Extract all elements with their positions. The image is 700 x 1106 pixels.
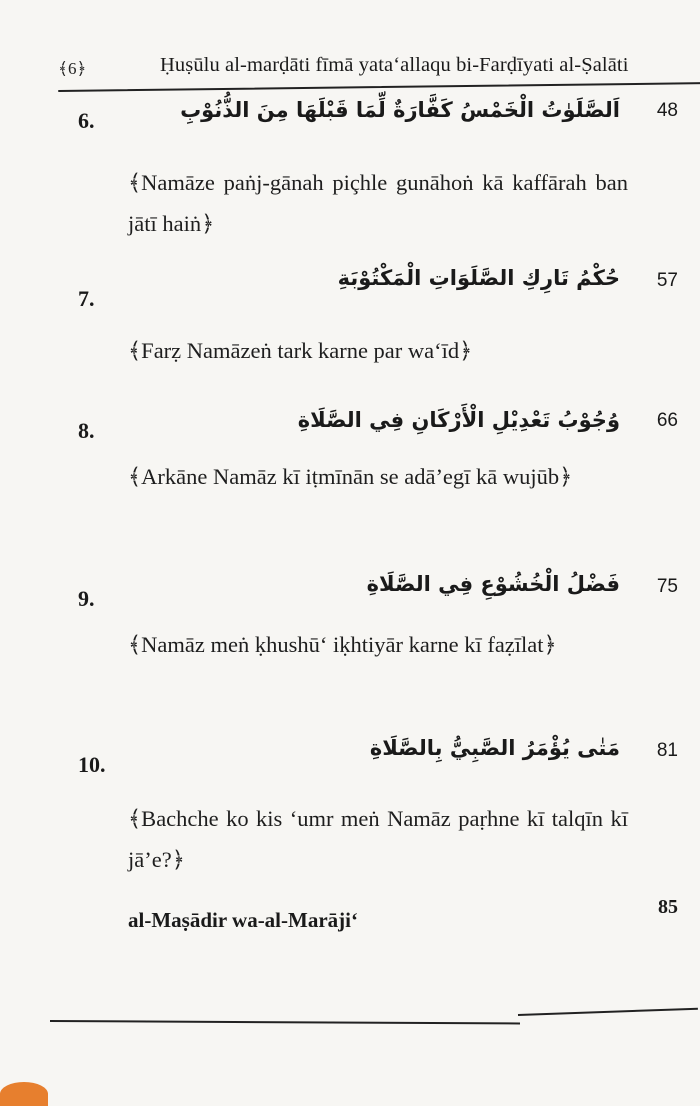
references-title: al-Maṣādir wa-al-Marāji‘ — [128, 908, 358, 932]
toc-page-number: 57 — [656, 270, 678, 291]
toc-page-number: 75 — [656, 576, 678, 597]
arabic-title: اَلصَّلَوٰتُ الْخَمْسُ كَفَّارَةٌ لِّمَا قَبْلَهَا مِنَ الذُّنُوْبِ — [180, 98, 620, 122]
orange-corner-object — [0, 1082, 48, 1106]
arabic-title: وُجُوْبُ تَعْدِيْلِ الْأَرْكَانِ فِي الصَّلَاةِ — [297, 408, 620, 432]
arabic-title: حُكْمُ تَارِكِ الصَّلَوَاتِ الْمَكْتُوْبَةِ — [337, 266, 620, 290]
toc-page-number: 66 — [656, 410, 678, 431]
footer-divider-end — [518, 1008, 698, 1016]
toc-page-number: 81 — [656, 740, 678, 761]
entry-number: 10. — [78, 752, 106, 777]
entry-number: 6. — [78, 108, 95, 133]
transliteration: ﴾Farẓ Namāzeṅ tark karne par wa‘īd﴿ — [128, 338, 473, 363]
arabic-title: مَتٰى يُؤْمَرُ الصَّبِيُّ بِالصَّلَاةِ — [369, 736, 620, 760]
running-title: Ḥuṣūlu al-marḍāti fīmā yata‘allaqu bi-Farḍīyati al-Ṣalāti — [160, 54, 629, 76]
arabic-title: فَضْلُ الْخُشُوْعِ فِي الصَّلَاةِ — [366, 572, 620, 596]
toc-page-number: 48 — [656, 100, 678, 121]
footer-divider — [50, 1020, 520, 1024]
transliteration: ﴾Namāz meṅ ḳhushū‘ iḳhtiyār karne kī faẓīlat﴿ — [128, 632, 557, 657]
transliteration: ﴾Bachche ko kis ‘umr meṅ Namāz paṛhne kī talqīn kī jā’e?﴿ — [128, 806, 628, 872]
transliteration: ﴾Namāze paṅj-gānah piçhle gunāhoṅ kā kaffārah ban jātī haiṅ﴿ — [128, 170, 628, 236]
entry-number: 9. — [78, 586, 95, 611]
entry-number: 8. — [78, 418, 95, 443]
references-page-number: 85 — [658, 896, 678, 918]
page-header — [30, 52, 700, 86]
entry-number: 7. — [78, 286, 95, 311]
page-number: ﴾6﴿ — [58, 59, 87, 78]
transliteration: ﴾Arkāne Namāz kī iṭmīnān se adā’egī kā wujūb﴿ — [128, 464, 573, 489]
